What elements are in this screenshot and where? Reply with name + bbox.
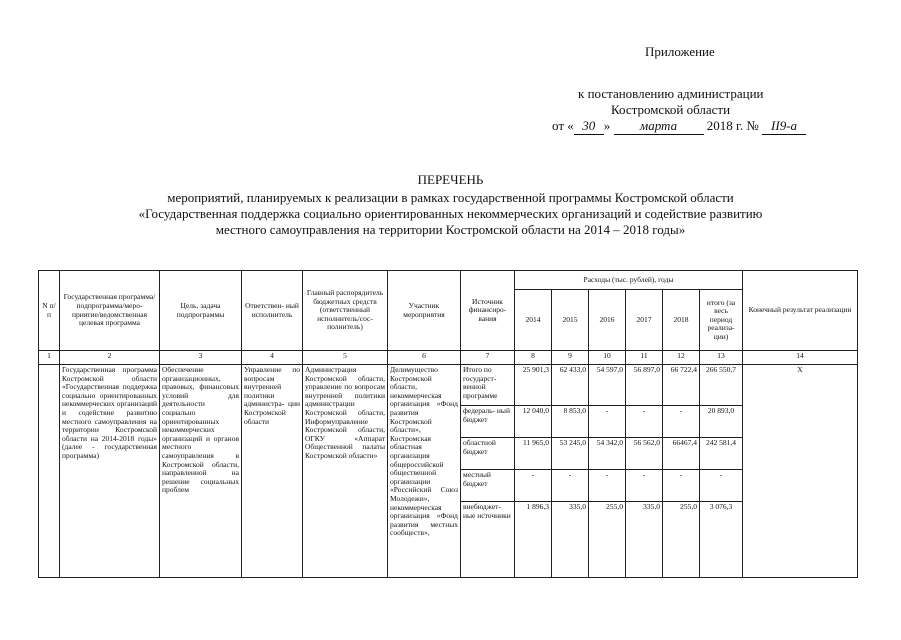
financing-value: 8 853,0	[552, 406, 589, 438]
financing-value: 66467,4	[663, 438, 700, 470]
row-n	[39, 365, 60, 578]
row-manager: Администрация Костромской области, управление по вопросам внутренней политики администрации Костромской области, Информуправление Костромской области, ОГКУ «Аппарат Общественной палаты Костромской области»	[303, 365, 388, 578]
column-number: 11	[626, 351, 663, 365]
appendix-title: Приложение	[645, 44, 715, 59]
financing-value: 11 965,0	[515, 438, 552, 470]
heading-line-3: местного самоуправления на территории Костромской области на 2014 – 2018 годы»	[215, 222, 686, 237]
financing-value: 54 342,0	[589, 438, 626, 470]
financing-total: 20 893,0	[700, 406, 743, 438]
date-year: 2018 г. №	[706, 118, 759, 133]
column-number: 5	[303, 351, 388, 365]
financing-value: 66 722,4	[663, 365, 700, 406]
header-total: итого (за весь период реализа- ции)	[700, 290, 743, 351]
date-prefix: от «	[552, 118, 574, 133]
column-number: 14	[743, 351, 858, 365]
financing-value: -	[589, 406, 626, 438]
header-source: Источник финансиро- вания	[461, 271, 515, 351]
financing-value: 12 040,0	[515, 406, 552, 438]
table-row	[39, 365, 858, 406]
appendix-line-2: Костромской области	[611, 102, 731, 117]
financing-value: 255,0	[663, 501, 700, 577]
date-mid: »	[603, 118, 611, 133]
column-number: 10	[589, 351, 626, 365]
financing-value: 53 245,0	[552, 438, 589, 470]
financing-total: -	[700, 470, 743, 502]
financing-source: местный бюджет	[461, 470, 515, 502]
document-number: II9-а	[762, 118, 806, 135]
header-participant: Участник мероприятия	[388, 271, 461, 351]
financing-value: 255,0	[589, 501, 626, 577]
financing-source: внебюджет- ные источники	[461, 501, 515, 577]
row-result: Х	[743, 365, 858, 578]
financing-value: 25 901,3	[515, 365, 552, 406]
header-year: 2014	[515, 290, 552, 351]
row-participant: Делимущество Костромской области, некоммерческая организация «Фонд развития Костромской области», Костромская областная организация общероссийской общественной организации «Российский Союз Молодежи», некоммерческая организация «Фонд развития местных сообществ»,	[388, 365, 461, 578]
financing-source: областной бюджет	[461, 438, 515, 470]
financing-value: 335,0	[552, 501, 589, 577]
row-program: Государственная программа Костромской области «Государственная поддержка социально ориентированных некоммерческих организаций и содействие развитию местного самоуправления на территории Костромской области на 2014-2018 годы» (далее - государственная программа)	[60, 365, 160, 578]
column-number: 2	[60, 351, 160, 365]
row-responsible: Управление по вопросам внутренней политики администра- ции Костромской области	[242, 365, 303, 578]
column-number: 9	[552, 351, 589, 365]
financing-total: 242 581,4	[700, 438, 743, 470]
header-year: 2016	[589, 290, 626, 351]
header-expenses: Расходы (тыс. рублей), годы	[515, 271, 743, 290]
header-responsible: Ответствен- ный исполнитель	[242, 271, 303, 351]
financing-value: 56 897,0	[626, 365, 663, 406]
financing-value: 1 896,3	[515, 501, 552, 577]
header-result: Конечный результат реализации	[743, 271, 858, 351]
financing-value: -	[515, 470, 552, 502]
column-number: 4	[242, 351, 303, 365]
column-number: 1	[39, 351, 60, 365]
financing-value: -	[663, 406, 700, 438]
header-year: 2015	[552, 290, 589, 351]
financing-value: -	[552, 470, 589, 502]
financing-value: 56 562,0	[626, 438, 663, 470]
column-number-row	[39, 351, 858, 365]
appendix-date-line	[552, 118, 806, 135]
row-goal: Обеспечение организационных, правовых, финансовых условий для деятельности социально ориентированных некоммерческих организаций и органов местного самоуправления в Костромской области, направленной на решение социальных проблем	[160, 365, 242, 578]
header-year: 2017	[626, 290, 663, 351]
financing-value: 54 597,0	[589, 365, 626, 406]
financing-total: 3 076,3	[700, 501, 743, 577]
heading-title: ПЕРЕЧЕНЬ	[417, 172, 484, 187]
column-number: 7	[461, 351, 515, 365]
column-number: 13	[700, 351, 743, 365]
document-heading	[0, 172, 901, 238]
financing-total: 266 550,7	[700, 365, 743, 406]
column-number: 12	[663, 351, 700, 365]
header-goal: Цель, задача подпрограммы	[160, 271, 242, 351]
heading-line-2: «Государственная поддержка социально ориентированных некоммерческих организаций и содействие развитию	[138, 206, 763, 221]
financing-value: -	[589, 470, 626, 502]
financing-value: -	[626, 406, 663, 438]
column-number: 6	[388, 351, 461, 365]
measures-table	[38, 270, 858, 578]
heading-line-1: мероприятий, планируемых к реализации в рамках государственной программы Костромской области	[167, 190, 734, 205]
header-program: Государственная программа/ подпрограмма/меро- приятие/ведомственная целевая программа	[60, 271, 160, 351]
header-n: N п/п	[39, 271, 60, 351]
appendix-line-1: к постановлению администрации	[578, 86, 764, 101]
header-row	[39, 271, 858, 290]
financing-value: 62 433,0	[552, 365, 589, 406]
financing-source: Итого по государст- венной программе	[461, 365, 515, 406]
column-number: 8	[515, 351, 552, 365]
date-month: марта	[614, 118, 704, 135]
date-day: 30	[574, 118, 604, 135]
financing-value: -	[626, 470, 663, 502]
header-manager: Главный распорядитель бюджетных средств (ответственный исполнитель/сос- полнитель)	[303, 271, 388, 351]
header-year: 2018	[663, 290, 700, 351]
financing-source: федераль- ный бюджет	[461, 406, 515, 438]
column-number: 3	[160, 351, 242, 365]
financing-value: 335,0	[626, 501, 663, 577]
financing-value: -	[663, 470, 700, 502]
